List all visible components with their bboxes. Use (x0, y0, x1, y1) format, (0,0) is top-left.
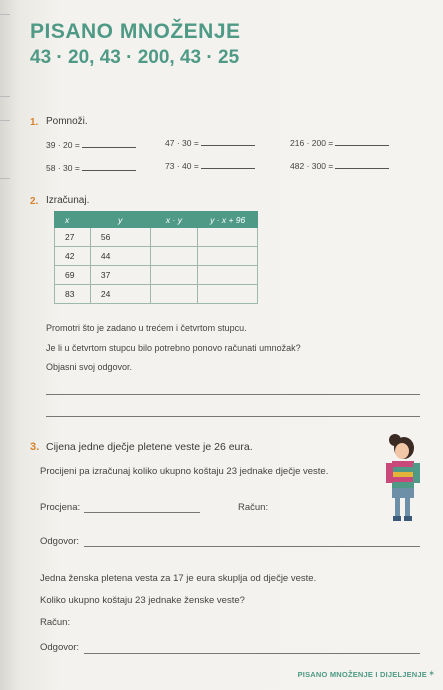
column-header: x · y (150, 212, 198, 228)
answer-line[interactable] (46, 416, 420, 417)
instruction-text: Koliko ukupno koštaju 23 jednake ženske veste? (40, 595, 245, 606)
girl-illustration (383, 432, 425, 528)
task-title: Pomnoži. (46, 116, 88, 127)
margin-tick (0, 96, 10, 97)
instruction-text: Jedna ženska pletena vesta za 17 je eura skuplja od dječje veste. (40, 573, 317, 584)
answer-blank[interactable] (335, 161, 389, 169)
calculation-table (54, 211, 258, 304)
answer-line[interactable] (46, 394, 420, 395)
instruction-text: Je li u četvrtom stupcu bilo potrebno ponovo računati umnožak? (46, 343, 301, 353)
instruction-text: Procijeni pa izračunaj koliko ukupno koštaju 23 jednake dječje veste. (40, 466, 329, 477)
table-cell: 37 (90, 266, 150, 285)
table-row (55, 247, 258, 266)
answer-cell[interactable] (150, 266, 198, 285)
answer-line[interactable] (84, 546, 420, 547)
table-cell: 42 (55, 247, 91, 266)
answer-label: Odgovor: (40, 642, 80, 653)
table-row (55, 228, 258, 247)
exercise-text: 58 · 30 = (46, 163, 80, 173)
answer-blank[interactable] (201, 161, 255, 169)
answer-cell[interactable] (198, 285, 258, 304)
estimate-line[interactable] (84, 512, 200, 513)
answer-blank[interactable] (82, 140, 136, 148)
table-row (55, 266, 258, 285)
task-title: Izračunaj. (46, 195, 90, 206)
margin-tick (0, 178, 10, 179)
instruction-text: Promotri što je zadano u trećem i četvrtom stupcu. (46, 323, 247, 333)
exercise-text: 482 · 300 = (290, 161, 334, 171)
exercise-text: 216 · 200 = (290, 138, 334, 148)
task-number: 1. (30, 117, 39, 128)
table-cell: 27 (55, 228, 91, 247)
exercise-item (165, 138, 255, 148)
answer-cell[interactable] (198, 228, 258, 247)
exercise-text: 47 · 30 = (165, 138, 199, 148)
star-icon: ✶ (428, 669, 435, 678)
answer-blank[interactable] (82, 163, 136, 171)
answer-cell[interactable] (150, 285, 198, 304)
exercise-item (290, 138, 389, 148)
table-cell: 56 (90, 228, 150, 247)
answer-cell[interactable] (150, 228, 198, 247)
exercise-item (46, 140, 136, 150)
margin-tick (0, 14, 10, 15)
column-header: y (90, 212, 150, 228)
exercise-text: 73 · 40 = (165, 161, 199, 171)
page-title: PISANO MNOŽENJE (30, 20, 241, 43)
task-number: 3. (30, 441, 40, 453)
exercise-item (46, 163, 136, 173)
page-subtitle: 43 · 20, 43 · 200, 43 · 25 (30, 47, 240, 68)
exercise-text: 39 · 20 = (46, 140, 80, 150)
exercise-item (290, 161, 389, 171)
table-cell: 44 (90, 247, 150, 266)
answer-label: Odgovor: (40, 536, 80, 547)
answer-cell[interactable] (198, 266, 258, 285)
exercise-item (165, 161, 255, 171)
table-row (55, 285, 258, 304)
answer-cell[interactable] (198, 247, 258, 266)
calc-label: Račun: (40, 617, 71, 628)
instruction-text: Objasni svoj odgovor. (46, 362, 133, 372)
task-title: Cijena jedne dječje pletene veste je 26 eura. (46, 441, 253, 453)
calc-label: Račun: (238, 502, 269, 513)
estimate-label: Procjena: (40, 502, 81, 513)
footer-chapter: PISANO MNOŽENJE I DIJELJENJE (297, 670, 427, 679)
task-number: 2. (30, 196, 39, 207)
answer-blank[interactable] (335, 138, 389, 146)
table-cell: 83 (55, 285, 91, 304)
table-cell: 24 (90, 285, 150, 304)
answer-blank[interactable] (201, 138, 255, 146)
column-header: x (55, 212, 91, 228)
margin-tick (0, 120, 10, 121)
answer-cell[interactable] (150, 247, 198, 266)
column-header: y · x + 96 (198, 212, 258, 228)
table-cell: 69 (55, 266, 91, 285)
answer-line[interactable] (84, 653, 420, 654)
